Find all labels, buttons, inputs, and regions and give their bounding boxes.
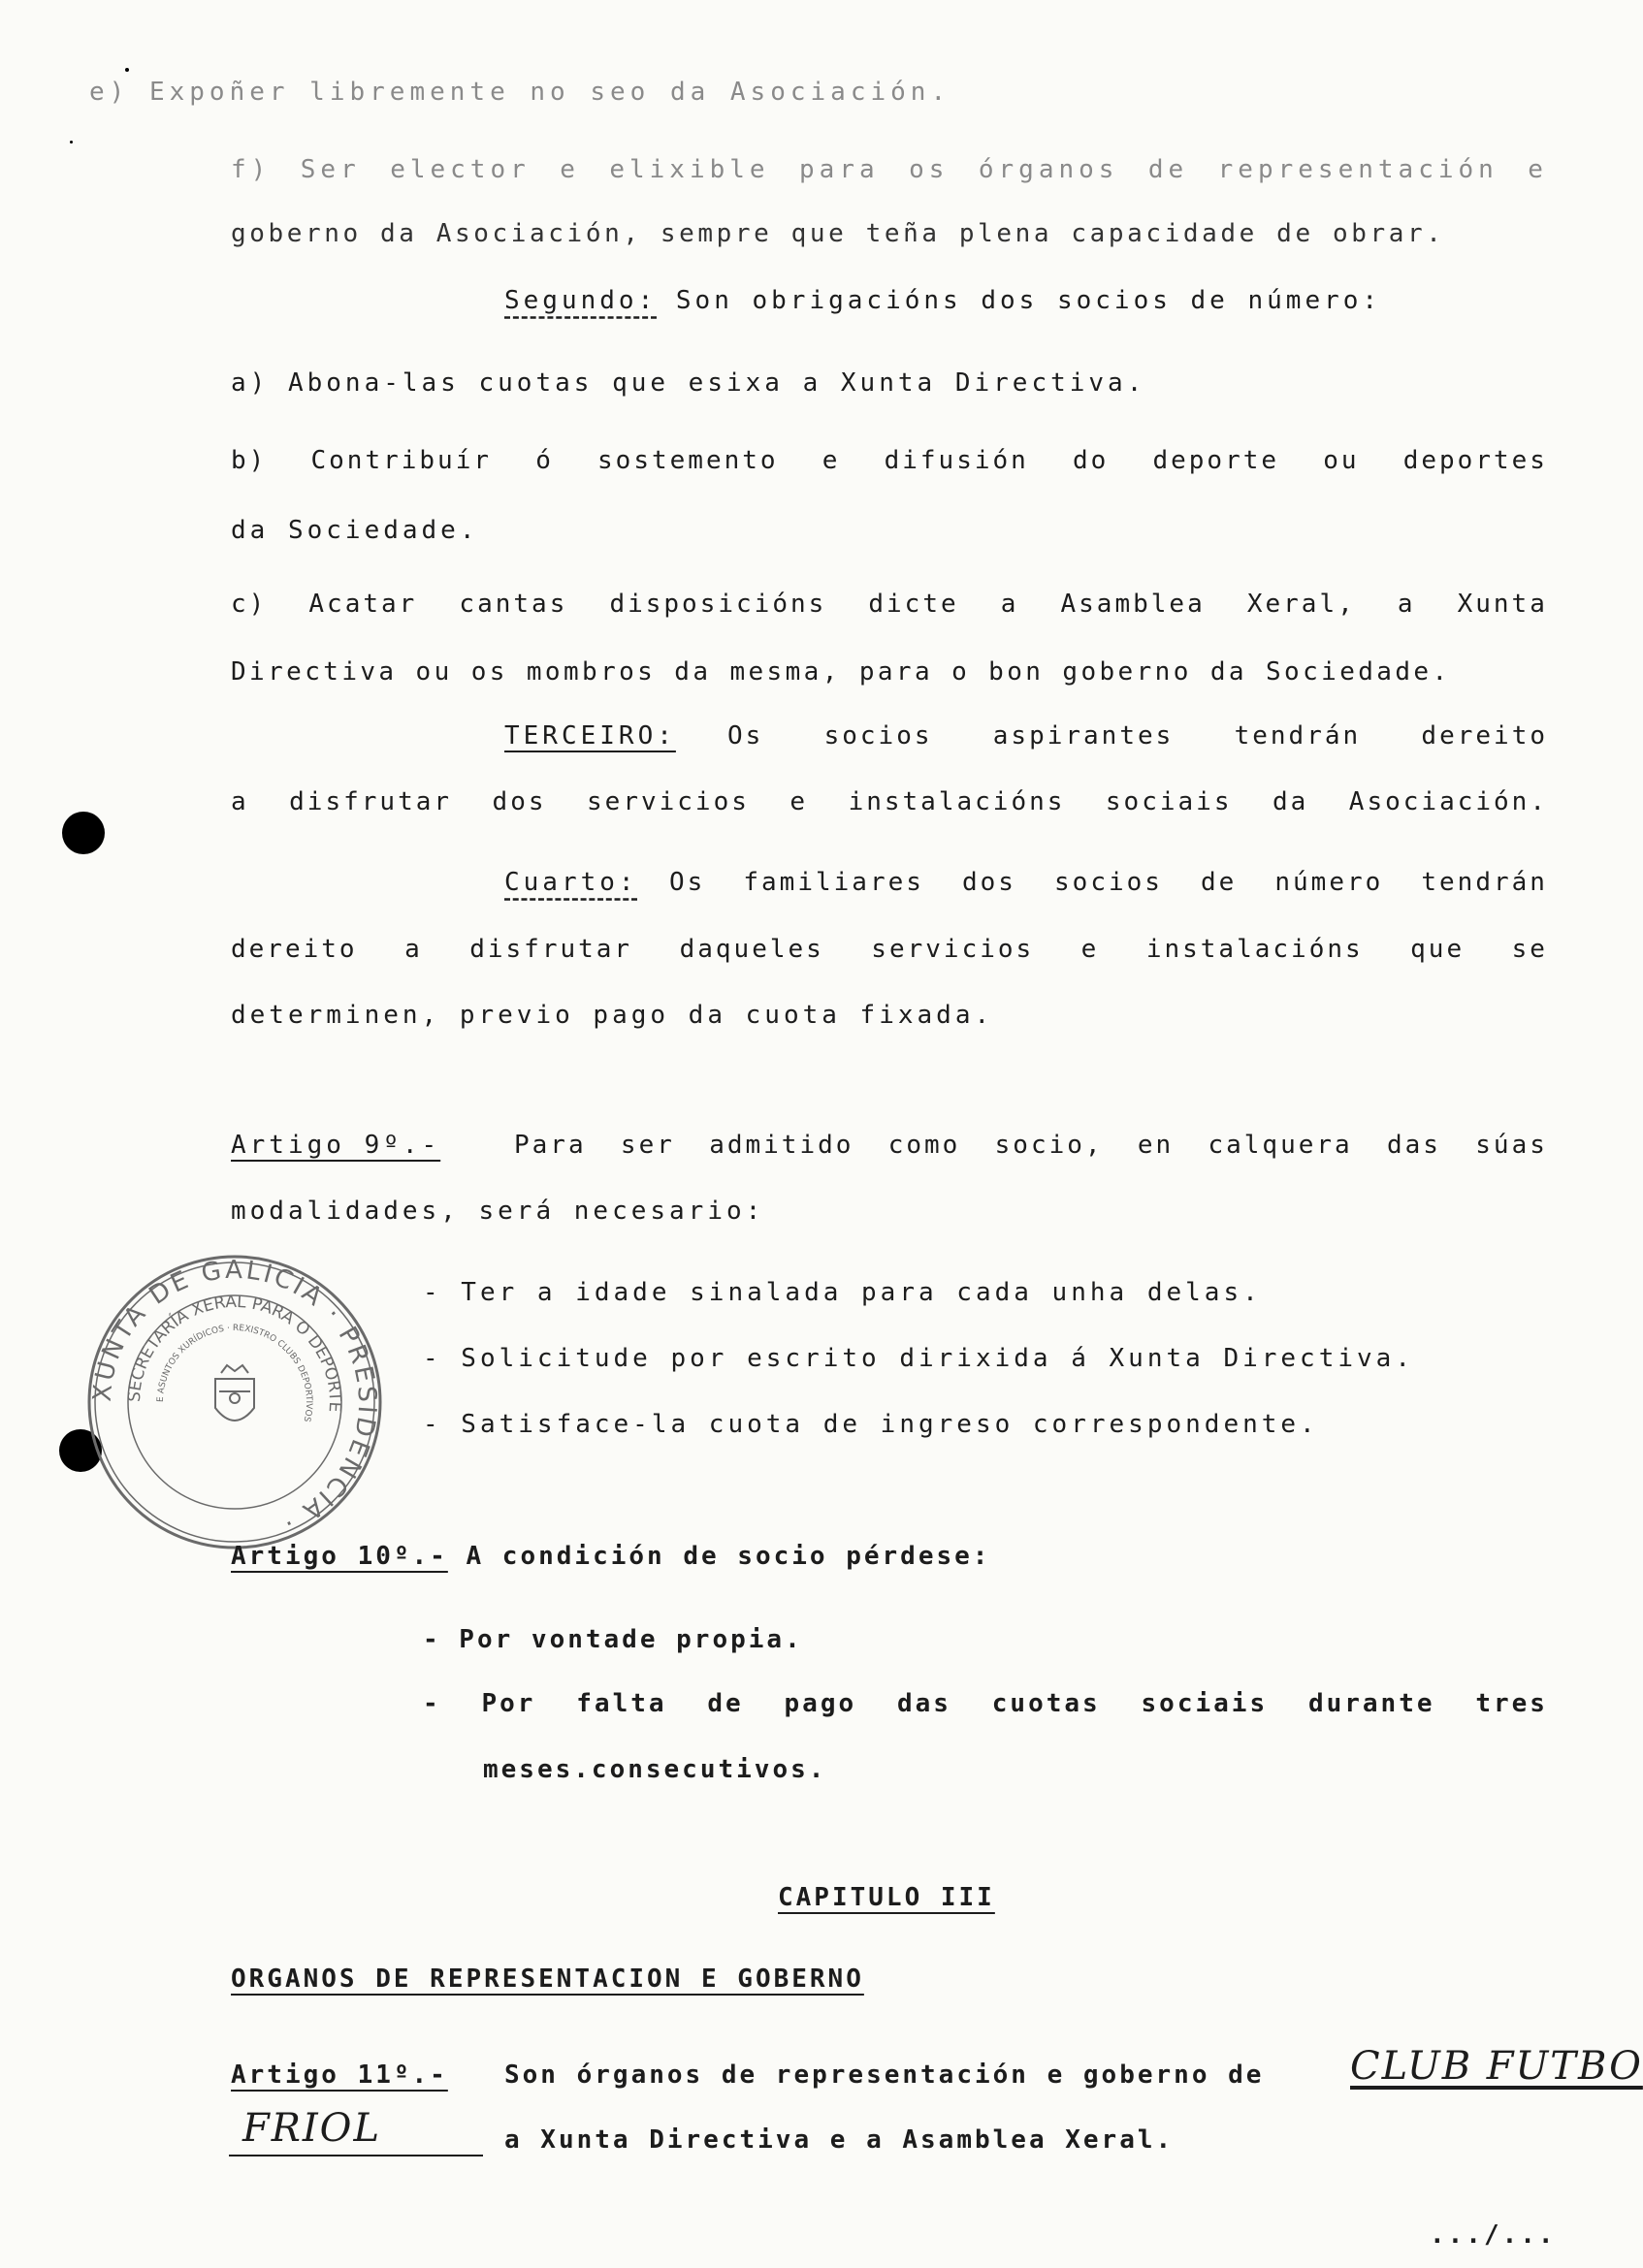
word: ou <box>1323 446 1360 475</box>
chapter-subtitle: ORGANOS DE REPRESENTACION E GOBERNO <box>231 1965 864 1994</box>
speck-mark <box>70 141 73 144</box>
word: difusión <box>884 446 1029 475</box>
punch-hole <box>62 812 105 854</box>
word: para <box>799 155 880 184</box>
word: durante <box>1307 1689 1435 1718</box>
word: aspirantes <box>992 721 1175 751</box>
word: e <box>1080 935 1100 964</box>
word: b) <box>231 446 268 475</box>
word: de <box>1201 868 1238 897</box>
word: en <box>1137 1131 1175 1160</box>
word: elixible <box>609 155 770 184</box>
word: falta <box>576 1689 667 1718</box>
word: disfrutar <box>469 935 633 964</box>
word: disposicións <box>609 590 827 619</box>
word: sociais <box>1141 1689 1269 1718</box>
word: instalacións <box>1145 935 1364 964</box>
word: c) <box>231 590 268 619</box>
word: e <box>789 787 809 816</box>
word: do <box>1072 446 1110 475</box>
art9-item-1: - Ter a idade sinalada para cada unha delas. <box>423 1278 1262 1307</box>
official-seal <box>83 1251 386 1553</box>
word: sostemento <box>597 446 779 475</box>
word: Para <box>514 1131 587 1160</box>
word: Contribuír <box>310 446 493 475</box>
word: da <box>1272 787 1309 816</box>
word: número <box>1274 868 1384 897</box>
page-continuation: .../... <box>1430 2220 1557 2250</box>
word: das <box>1387 1131 1441 1160</box>
word: Xunta <box>1457 590 1548 619</box>
item-f-line1 <box>231 155 1548 184</box>
word: admitido <box>709 1131 854 1160</box>
coat-of-arms-emblem <box>215 1365 254 1421</box>
art11-label-wrap <box>231 2060 448 2090</box>
word: a <box>231 787 249 816</box>
art9-label-wrap <box>231 1131 440 1160</box>
art10-paragraph <box>231 1542 990 1571</box>
word: servicios <box>587 787 750 816</box>
segundo-text: Son obrigacións dos socios de número: <box>675 286 1382 315</box>
word: e <box>560 155 580 184</box>
item-c-line2: Directiva ou os mombros da mesma, para o bon goberno da Sociedade. <box>231 657 1451 687</box>
word: deportes <box>1402 446 1548 475</box>
speck-mark <box>125 68 129 72</box>
seal-middle-text: SECRETARÍA XERAL PARA O DEPORTE <box>124 1292 345 1413</box>
word: f) <box>231 155 272 184</box>
handwritten-club-name: CLUB FUTBO <box>1350 2044 1643 2089</box>
word: tres <box>1475 1689 1548 1718</box>
art11-text-2: a Xunta Directiva e a Asamblea Xeral. <box>504 2125 1175 2155</box>
word: deporte <box>1152 446 1280 475</box>
cuarto-label: Cuarto: <box>504 868 638 897</box>
word: familiares <box>743 868 924 897</box>
terceiro-label: TERCEIRO: <box>504 721 676 751</box>
word: órganos <box>978 155 1119 184</box>
art9-item-3: - Satisface-la cuota de ingreso correspondente. <box>423 1410 1319 1439</box>
handwritten-line <box>229 2155 483 2156</box>
item-b-line2: da Sociedade. <box>231 516 479 545</box>
word: como <box>887 1131 961 1160</box>
word: Ser <box>300 155 361 184</box>
art9-line2: modalidades, será necesario: <box>231 1197 765 1226</box>
word: das <box>896 1689 951 1718</box>
word: socios <box>1054 868 1163 897</box>
word: Os <box>669 868 706 897</box>
word: pago <box>784 1689 857 1718</box>
word: dos <box>492 787 547 816</box>
segundo-label: Segundo: <box>504 286 658 315</box>
word: a <box>1000 590 1019 619</box>
art9-item-2: - Solicitude por escrito dirixida á Xunta Directiva. <box>423 1344 1414 1373</box>
art9-line1 <box>514 1131 1548 1160</box>
terceiro-label-wrap <box>504 721 676 751</box>
cuarto-line2 <box>231 935 1548 964</box>
word: dicte <box>868 590 959 619</box>
word: dereito <box>1421 721 1548 751</box>
word: instalacións <box>848 787 1066 816</box>
word: cantas <box>459 590 568 619</box>
segundo-paragraph <box>504 286 1381 315</box>
cuarto-label-wrap <box>504 868 638 897</box>
cuarto-line3: determinen, previo pago da cuota fixada. <box>231 1001 994 1030</box>
cuarto-line1 <box>669 868 1548 897</box>
word: de <box>707 1689 744 1718</box>
seal-inner-text: E ASUNTOS XURÍDICOS · REXISTRO CLUBS DEPORTIVOS <box>155 1323 314 1423</box>
terceiro-line1 <box>727 721 1548 751</box>
item-b-line1 <box>231 446 1548 475</box>
item-f-line2: goberno da Asociación, sempre que teña plena capacidade de obrar. <box>231 219 1445 248</box>
art10-item-2-line1 <box>423 1689 1548 1718</box>
word: os <box>909 155 950 184</box>
word: e <box>822 446 841 475</box>
word: calquera <box>1208 1131 1353 1160</box>
word: de <box>1147 155 1189 184</box>
seal-outer-text: XUNTA DE GALICIA · PRESIDENCIA · <box>87 1255 382 1539</box>
art10-text: A condición de socio pérdese: <box>466 1542 991 1571</box>
word: Acatar <box>308 590 418 619</box>
chapter-title: CAPITULO III <box>778 1883 995 1912</box>
word: a <box>404 935 423 964</box>
item-a-text: a) Abona-las cuotas que esixa a Xunta Directiva. <box>231 368 1146 398</box>
word: Xeral, <box>1246 590 1356 619</box>
art11-text-1: Son órganos de representación e goberno de <box>504 2060 1265 2090</box>
word: disfrutar <box>289 787 453 816</box>
word: se <box>1511 935 1548 964</box>
word: representación <box>1217 155 1498 184</box>
word: sociais <box>1105 787 1233 816</box>
word: Asociación. <box>1348 787 1548 816</box>
word: que <box>1410 935 1466 964</box>
art11-label: Artigo 11º.- <box>231 2060 448 2090</box>
word: e <box>1528 155 1548 184</box>
word: elector <box>390 155 531 184</box>
word: ser <box>620 1131 675 1160</box>
word: Asamblea <box>1060 590 1206 619</box>
item-c-line1 <box>231 590 1548 619</box>
word: súas <box>1475 1131 1548 1160</box>
word: dos <box>961 868 1016 897</box>
word: tendrán <box>1234 721 1362 751</box>
word: servicios <box>871 935 1035 964</box>
word: socio, <box>994 1131 1104 1160</box>
terceiro-line2 <box>231 787 1548 816</box>
word: a <box>1397 590 1416 619</box>
word: tendrán <box>1421 868 1548 897</box>
art10-item-2-line2: meses.consecutivos. <box>483 1755 827 1784</box>
word: socios <box>823 721 933 751</box>
word: Por <box>481 1689 536 1718</box>
word: dereito <box>231 935 358 964</box>
item-e-text: e) Expoñer libremente no seo da Asociación. <box>89 78 951 107</box>
word: ó <box>535 446 554 475</box>
word: cuotas <box>991 1689 1101 1718</box>
art10-label: Artigo 10º.- <box>231 1542 448 1571</box>
word: Os <box>727 721 764 751</box>
word: daqueles <box>679 935 824 964</box>
art10-item-1: - Por vontade propia. <box>423 1625 803 1654</box>
word: - <box>423 1689 441 1718</box>
art9-label: Artigo 9º.- <box>231 1131 441 1160</box>
handwritten-club-town: FRIOL <box>242 2106 382 2151</box>
